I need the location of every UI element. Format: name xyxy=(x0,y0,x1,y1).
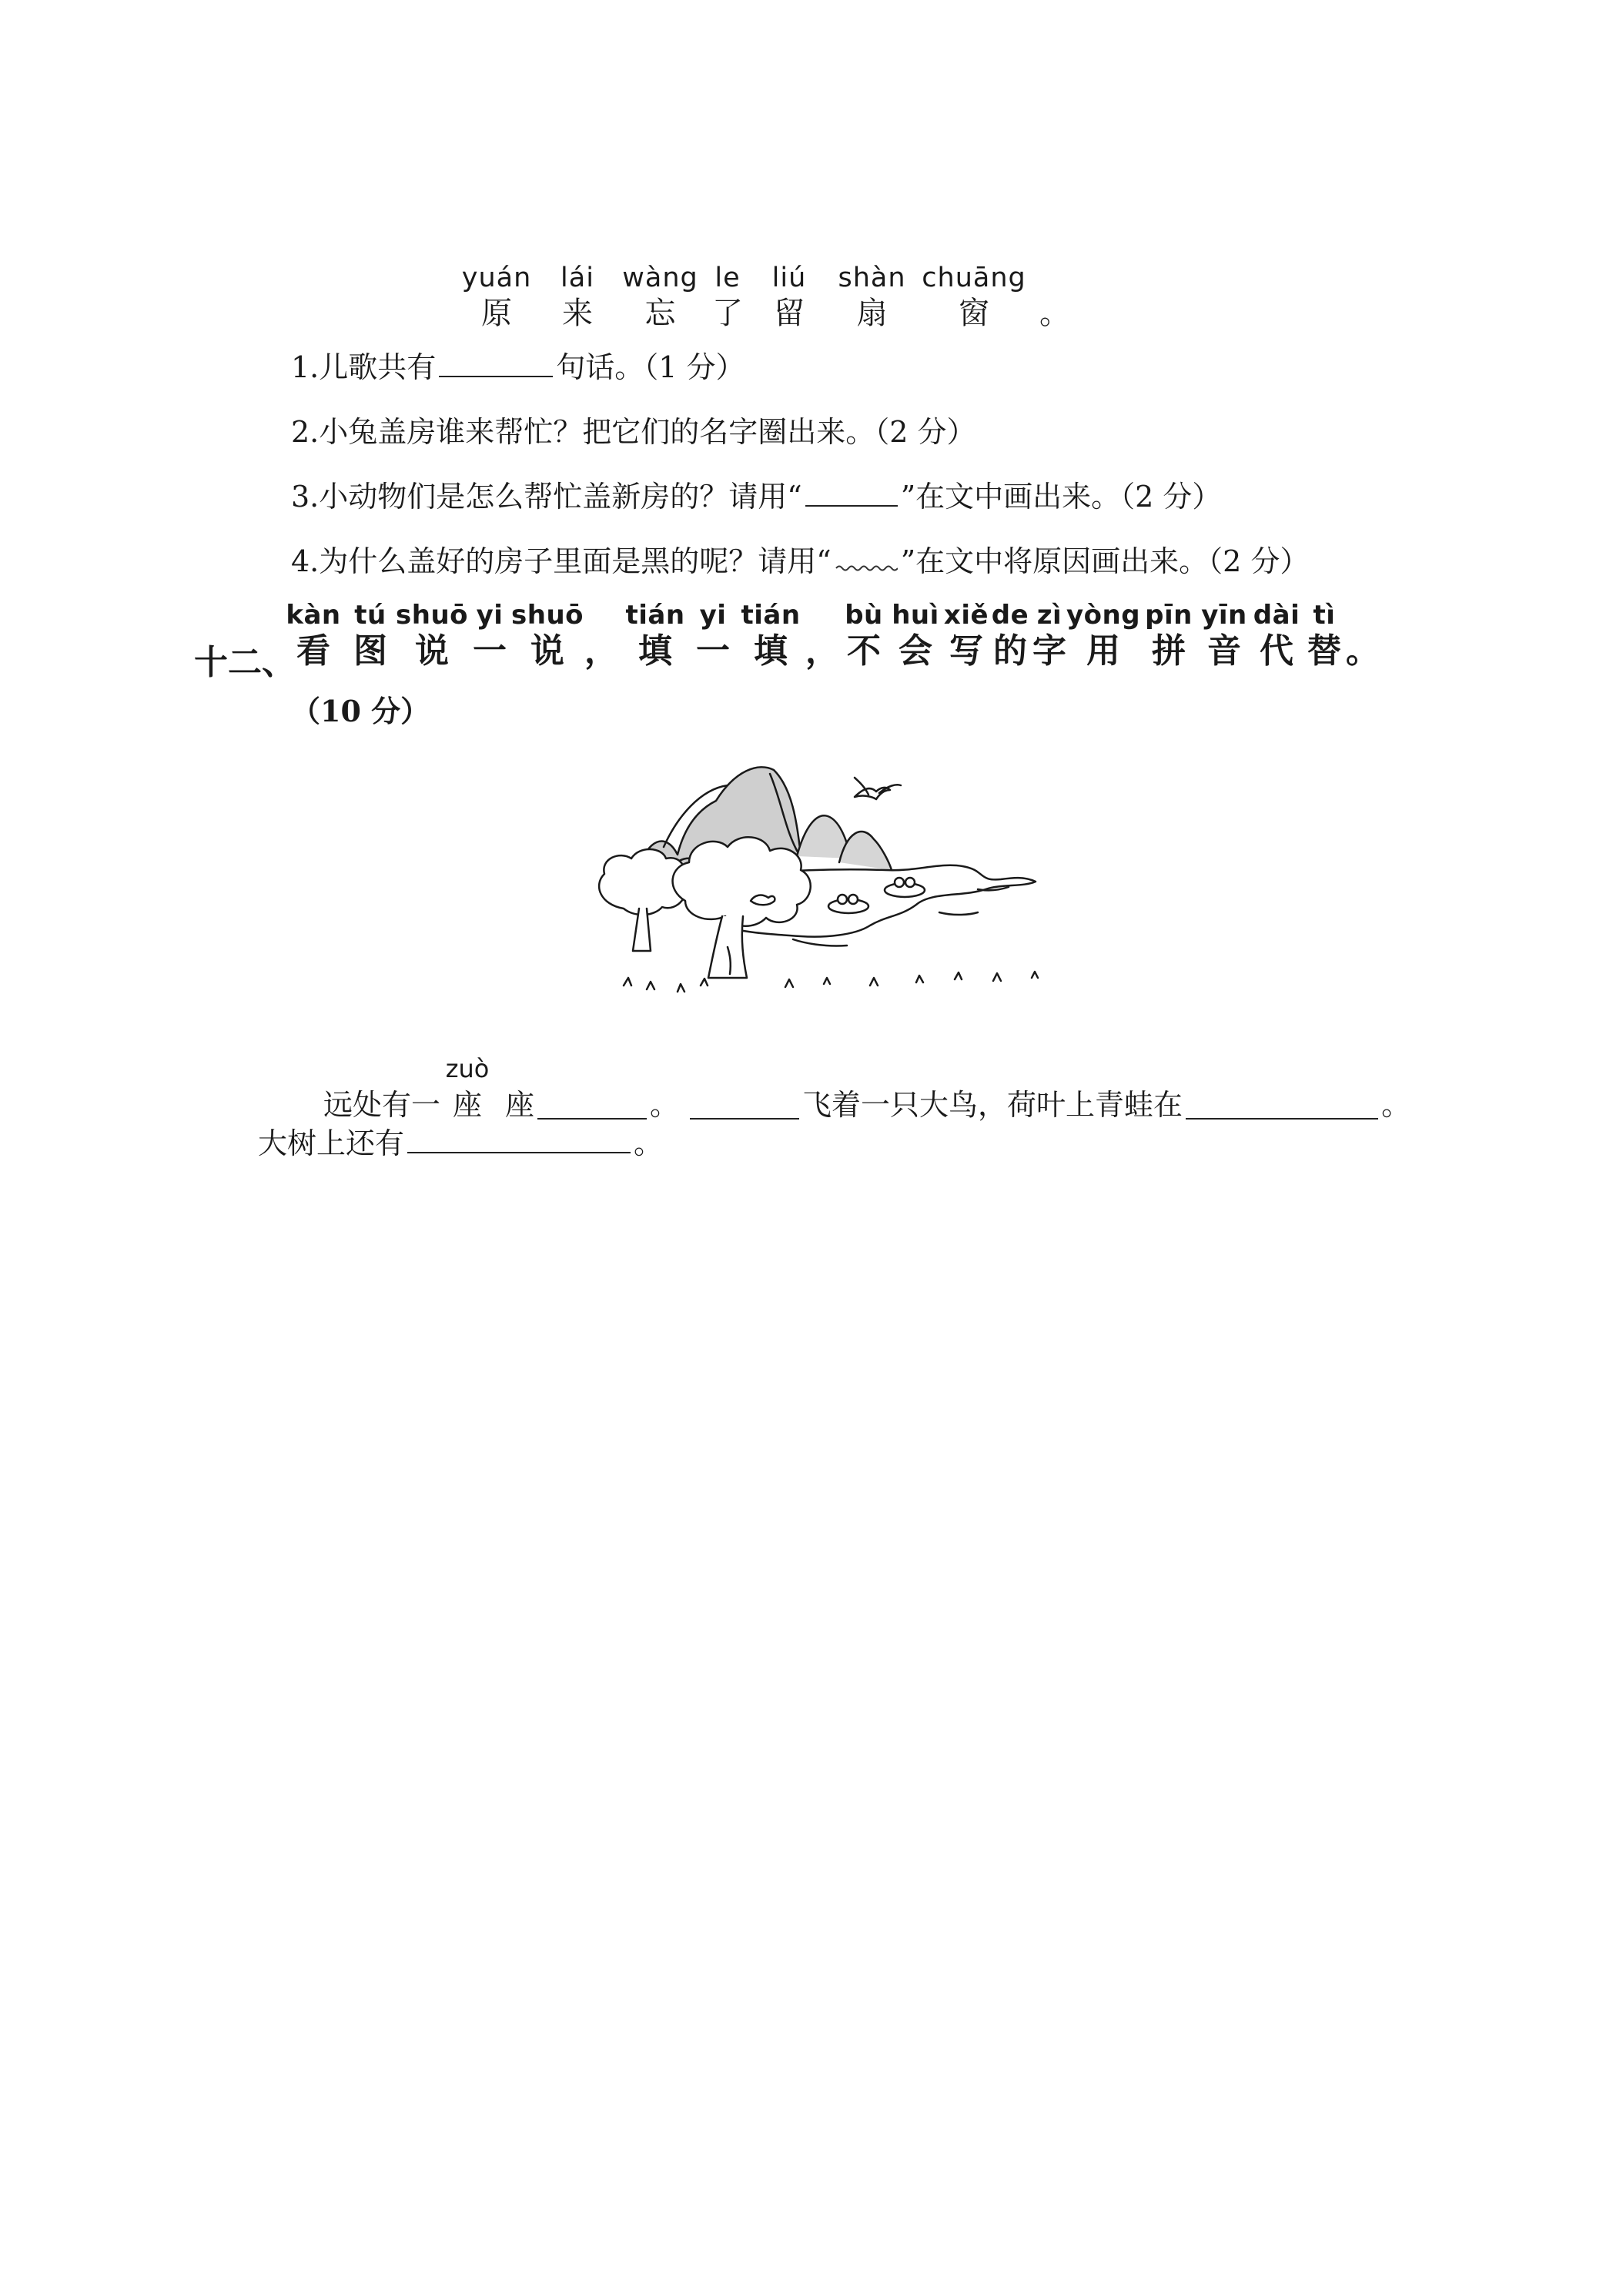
hanzi: 忘 xyxy=(644,296,676,331)
question-2 xyxy=(291,417,976,447)
heading-cell xyxy=(888,600,942,671)
question-3 xyxy=(291,480,1222,514)
heading-cell xyxy=(1344,628,1381,671)
pinyin: tì xyxy=(1313,600,1336,631)
poem-cell xyxy=(828,265,916,329)
pinyin: yòng xyxy=(1066,600,1141,631)
answer-blank[interactable] xyxy=(439,353,553,377)
fill-sentence-line-1 xyxy=(323,1056,1411,1120)
poem-cell xyxy=(916,265,1032,329)
question-text: 2.小兔盖房谁来帮忙？把它们的名字圈出来。（2 分） xyxy=(291,415,976,449)
poem-cell xyxy=(751,265,828,329)
poem-last-line xyxy=(454,265,1078,329)
pinyin: chuāng xyxy=(922,263,1026,293)
answer-blank-1[interactable] xyxy=(537,1095,647,1120)
pinyin: zuò xyxy=(445,1054,490,1083)
pinyin: tú xyxy=(354,600,387,631)
section-score: （10 分） xyxy=(291,694,430,728)
heading-cell xyxy=(621,600,690,671)
hanzi: 填 xyxy=(754,631,788,671)
straight-line-sample xyxy=(805,482,898,507)
heading-cell xyxy=(1200,600,1249,671)
sentence-text: 。 xyxy=(650,1088,680,1122)
hanzi: 会 xyxy=(899,631,932,671)
pinyin: de xyxy=(991,600,1029,631)
hanzi: 扇 xyxy=(856,296,888,331)
answer-blank-3[interactable] xyxy=(1186,1095,1378,1120)
sentence-text: 。 xyxy=(634,1126,664,1160)
hanzi: 用 xyxy=(1086,631,1120,671)
landscape-illustration xyxy=(593,755,1070,1001)
question-1 xyxy=(291,350,745,384)
heading-cell xyxy=(1249,600,1304,671)
section-number: 十二、 xyxy=(194,643,296,682)
poem-cell xyxy=(454,265,539,329)
pinyin: tián xyxy=(741,600,801,631)
pinyin: shàn xyxy=(838,263,906,293)
hanzi: 说 xyxy=(415,631,449,671)
question-text: 3.小动物们是怎么帮忙盖新房的？请用“ xyxy=(291,480,802,514)
question-text: ”在文中将原因画出来。（2 分） xyxy=(900,544,1310,578)
hanzi: 拼 xyxy=(1152,631,1186,671)
heading-cell xyxy=(283,600,343,671)
hanzi: 写 xyxy=(949,631,983,671)
pinyin: yi xyxy=(699,600,727,631)
pinyin: yi xyxy=(476,600,504,631)
hanzi: 留 xyxy=(774,296,805,331)
hanzi: 的 xyxy=(993,631,1027,671)
pinyin: tián xyxy=(625,600,685,631)
pinyin: bù xyxy=(845,600,883,631)
sentence-text: 座 xyxy=(505,1088,535,1122)
hanzi: ， xyxy=(805,631,839,671)
pinyin: zì xyxy=(1036,600,1062,631)
hanzi: 替 xyxy=(1307,631,1341,671)
sentence-text: 大树上还有 xyxy=(258,1126,405,1160)
heading-cell xyxy=(343,600,397,671)
poem-cell xyxy=(616,265,704,329)
hanzi: 。 xyxy=(1346,631,1380,671)
answer-blank-2[interactable] xyxy=(690,1095,799,1120)
hanzi: 说 xyxy=(530,631,564,671)
hanzi: 图 xyxy=(353,631,387,671)
hanzi: 代 xyxy=(1260,631,1293,671)
hanzi: ， xyxy=(584,631,618,671)
hanzi: 一 xyxy=(473,631,507,671)
heading-cell xyxy=(942,600,990,671)
pinyin: lái xyxy=(561,263,594,293)
question-text: 1.儿歌共有 xyxy=(291,350,437,384)
heading-cell xyxy=(736,600,805,671)
pinyin: pīn xyxy=(1145,600,1193,631)
hanzi: 音 xyxy=(1207,631,1241,671)
heading-cell xyxy=(1066,600,1141,671)
sentence-text: 远处有一 xyxy=(323,1088,441,1122)
sentence-text: 。 xyxy=(1381,1088,1411,1122)
question-4 xyxy=(291,544,1310,578)
hanzi: 窗 xyxy=(959,296,989,331)
hanzi: 字 xyxy=(1032,631,1066,671)
hanzi: 了 xyxy=(712,296,743,331)
heading-cell xyxy=(1304,600,1344,671)
heading-cell xyxy=(1030,600,1069,671)
pinyin: yuán xyxy=(461,263,532,293)
question-text: ”在文中画出来。（2 分） xyxy=(900,480,1222,514)
hanzi: 看 xyxy=(296,631,330,671)
heading-cell xyxy=(511,600,584,671)
hanzi: 来 xyxy=(562,296,593,331)
pinyin: yīn xyxy=(1201,600,1247,631)
sentence-text: 飞着一只大鸟，荷叶上青蛙在 xyxy=(802,1088,1183,1122)
heading-cell xyxy=(990,600,1030,671)
pinyin: xiě xyxy=(943,600,989,631)
section-12-heading xyxy=(283,600,1381,671)
hanzi: 填 xyxy=(638,631,672,671)
hanzi: 座 xyxy=(453,1088,483,1122)
pinyin: huì xyxy=(892,600,939,631)
heading-cell xyxy=(805,628,839,671)
poem-cell xyxy=(539,265,616,329)
pinyin: wàng xyxy=(622,263,698,293)
wavy-line-sample xyxy=(835,548,898,571)
question-text: 4.为什么盖好的房子里面是黑的呢？请用“ xyxy=(291,544,832,578)
hanzi: 不 xyxy=(847,631,881,671)
zuo-cell xyxy=(440,1056,494,1120)
heading-cell xyxy=(1138,600,1200,671)
fill-sentence-line-2 xyxy=(258,1126,664,1160)
hanzi: 原 xyxy=(481,296,512,331)
heading-cell xyxy=(582,628,621,671)
heading-cell xyxy=(467,600,513,671)
heading-cell xyxy=(839,600,888,671)
pinyin: kàn xyxy=(286,600,341,631)
pinyin: shuō xyxy=(511,600,584,631)
poem-cell xyxy=(704,265,751,329)
heading-cell xyxy=(690,600,736,671)
answer-blank-4[interactable] xyxy=(407,1129,631,1153)
heading-cell xyxy=(396,600,469,671)
pinyin: liú xyxy=(771,263,807,293)
poem-cell xyxy=(1032,292,1078,329)
pinyin: shuō xyxy=(396,600,469,631)
pinyin: dài xyxy=(1253,600,1300,631)
question-text: 句话。（1 分） xyxy=(556,350,745,384)
pinyin: le xyxy=(714,263,741,293)
hanzi: 一 xyxy=(696,631,730,671)
hanzi: 。 xyxy=(1039,296,1070,331)
